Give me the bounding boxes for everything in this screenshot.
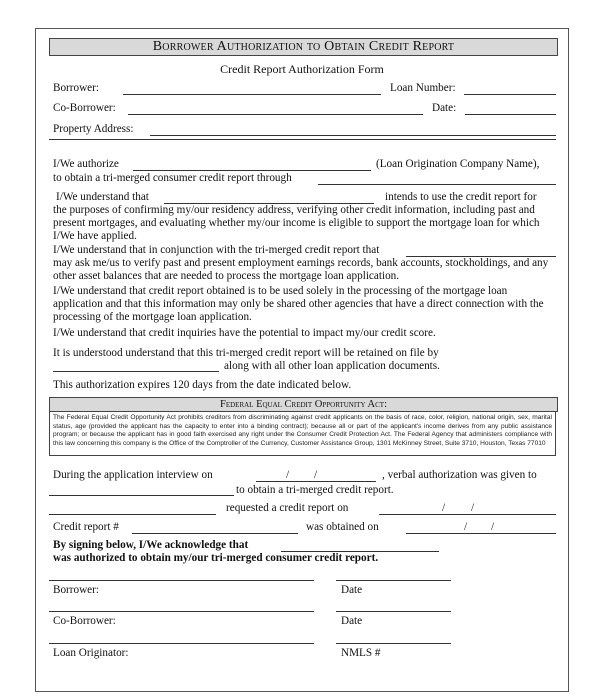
interview-suffix: , verbal authorization was given to	[382, 469, 537, 481]
requested-slash-2: /	[471, 502, 475, 514]
property-address-label: Property Address:	[53, 123, 134, 135]
loan-originator-signature-line[interactable]	[49, 643, 314, 644]
co-borrower-field[interactable]	[128, 114, 423, 115]
loan-number-label: Loan Number:	[390, 82, 456, 94]
obtained-on-text: was obtained on	[306, 521, 379, 533]
date-field[interactable]	[465, 114, 556, 115]
retained-line-2: along with all other loan application documents.	[224, 360, 440, 372]
obtained-date-field[interactable]	[406, 533, 556, 534]
understand-1-suffix: intends to use the credit report for	[385, 191, 537, 203]
acknowledge-line-1: By signing below, I/We acknowledge that	[53, 539, 249, 551]
form-title: Borrower Authorization to Obtain Credit Report	[49, 38, 558, 56]
credit-agency-field[interactable]	[318, 184, 556, 185]
understand-3-body: I/We understand that credit report obtained is to be used solely in the processing of the mortgage loan application and that this information may only be shared other agencies that have a direct connection with the processing of the mortgage loan application.	[53, 285, 544, 323]
borrower-date-line[interactable]	[336, 580, 451, 581]
authorize-line-2: to obtain a tri-merged consumer credit report through	[53, 172, 292, 184]
interview-prefix: During the application interview on	[53, 469, 213, 481]
co-borrower-signature-label: Co-Borrower:	[53, 615, 116, 627]
understand-1-body: the purposes of confirming my/our residency address, verifying other credit information, including past and present mortgages, and evaluating whether my/our income is eligible to support the mortgage loan for which I/We have applied.	[53, 204, 540, 242]
co-borrower-label: Co-Borrower:	[53, 102, 116, 114]
expires-text: This authorization expires 120 days from the date indicated below.	[53, 379, 352, 391]
interview-slash-1: /	[286, 469, 290, 481]
requested-date-field[interactable]	[379, 514, 556, 515]
co-borrower-date-line[interactable]	[336, 611, 451, 612]
borrower-date-label: Date	[341, 584, 363, 596]
credit-report-number-label: Credit report #	[53, 521, 119, 533]
retained-line-1: It is understood understand that this tri-merged credit report will be retained on file by	[53, 347, 439, 359]
date-label: Date:	[432, 102, 457, 114]
borrower-signature-label: Borrower:	[53, 584, 99, 596]
understand-2-body: may ask me/us to verify past and present employment earnings records, bank accounts, stockholdings, and any other asset balances that are needed to process the mortgage loan application.	[53, 257, 549, 282]
credit-authorization-form	[35, 28, 569, 692]
understand-2-line-1: I/We understand that in conjunction with the tri-merged credit report that	[53, 244, 380, 256]
interview-line-2: to obtain a tri-merged credit report.	[236, 484, 394, 496]
fcra-notice: The Federal Equal Credit Opportunity Act prohibits creditors from discriminating against credit applicants on the basis of race, color, religion, national origin, sex, marital status, age (provided the applicant has the capacity to enter into a binding contract); because all or part of the applicant's income derives from any public assistance program; or because the applicant has in good faith exercised any right under the Consumer Credit Protection Act. The Federal Agency that administers compliance with this law concerning this company is the Office of the Comptroller of the Currency, Customer Assistance Group, 1301 McKinney Street, Suite 3710, Houston, Texas 77010	[49, 411, 556, 456]
property-address-field[interactable]	[150, 135, 556, 136]
section-divider	[49, 139, 556, 140]
interview-name-field[interactable]	[49, 495, 234, 496]
loan-originator-label: Loan Originator:	[53, 647, 129, 659]
borrower-field[interactable]	[123, 94, 381, 95]
nmls-line[interactable]	[336, 643, 451, 644]
co-borrower-signature-line[interactable]	[49, 611, 314, 612]
form-subtitle: Credit Report Authorization Form	[220, 62, 384, 76]
requested-slash-1: /	[442, 502, 446, 514]
requested-text: requested a credit report on	[226, 502, 349, 514]
loan-origination-company-field[interactable]	[133, 170, 371, 171]
borrower-signature-line[interactable]	[49, 580, 314, 581]
retained-field[interactable]	[53, 371, 219, 372]
understand-4-body: I/We understand that credit inquiries have the potential to impact my/our credit score.	[53, 327, 436, 339]
nmls-label: NMLS #	[341, 647, 381, 659]
obtained-slash-2: /	[491, 521, 495, 533]
co-borrower-date-label: Date	[341, 615, 363, 627]
authorize-company-label: (Loan Origination Company Name),	[376, 158, 540, 170]
borrower-label: Borrower:	[53, 82, 99, 94]
credit-report-number-field[interactable]	[132, 533, 298, 534]
interview-slash-2: /	[314, 469, 318, 481]
acknowledge-line-2: was authorized to obtain my/our tri-merged consumer credit report.	[53, 552, 379, 564]
requested-name-field[interactable]	[49, 514, 216, 515]
fcra-heading: Federal Equal Credit Opportunity Act:	[49, 397, 558, 412]
understand-1-prefix: I/We understand that	[56, 191, 149, 203]
loan-number-field[interactable]	[464, 94, 556, 95]
obtained-slash-1: /	[464, 521, 468, 533]
authorize-text: I/We authorize	[53, 158, 119, 170]
